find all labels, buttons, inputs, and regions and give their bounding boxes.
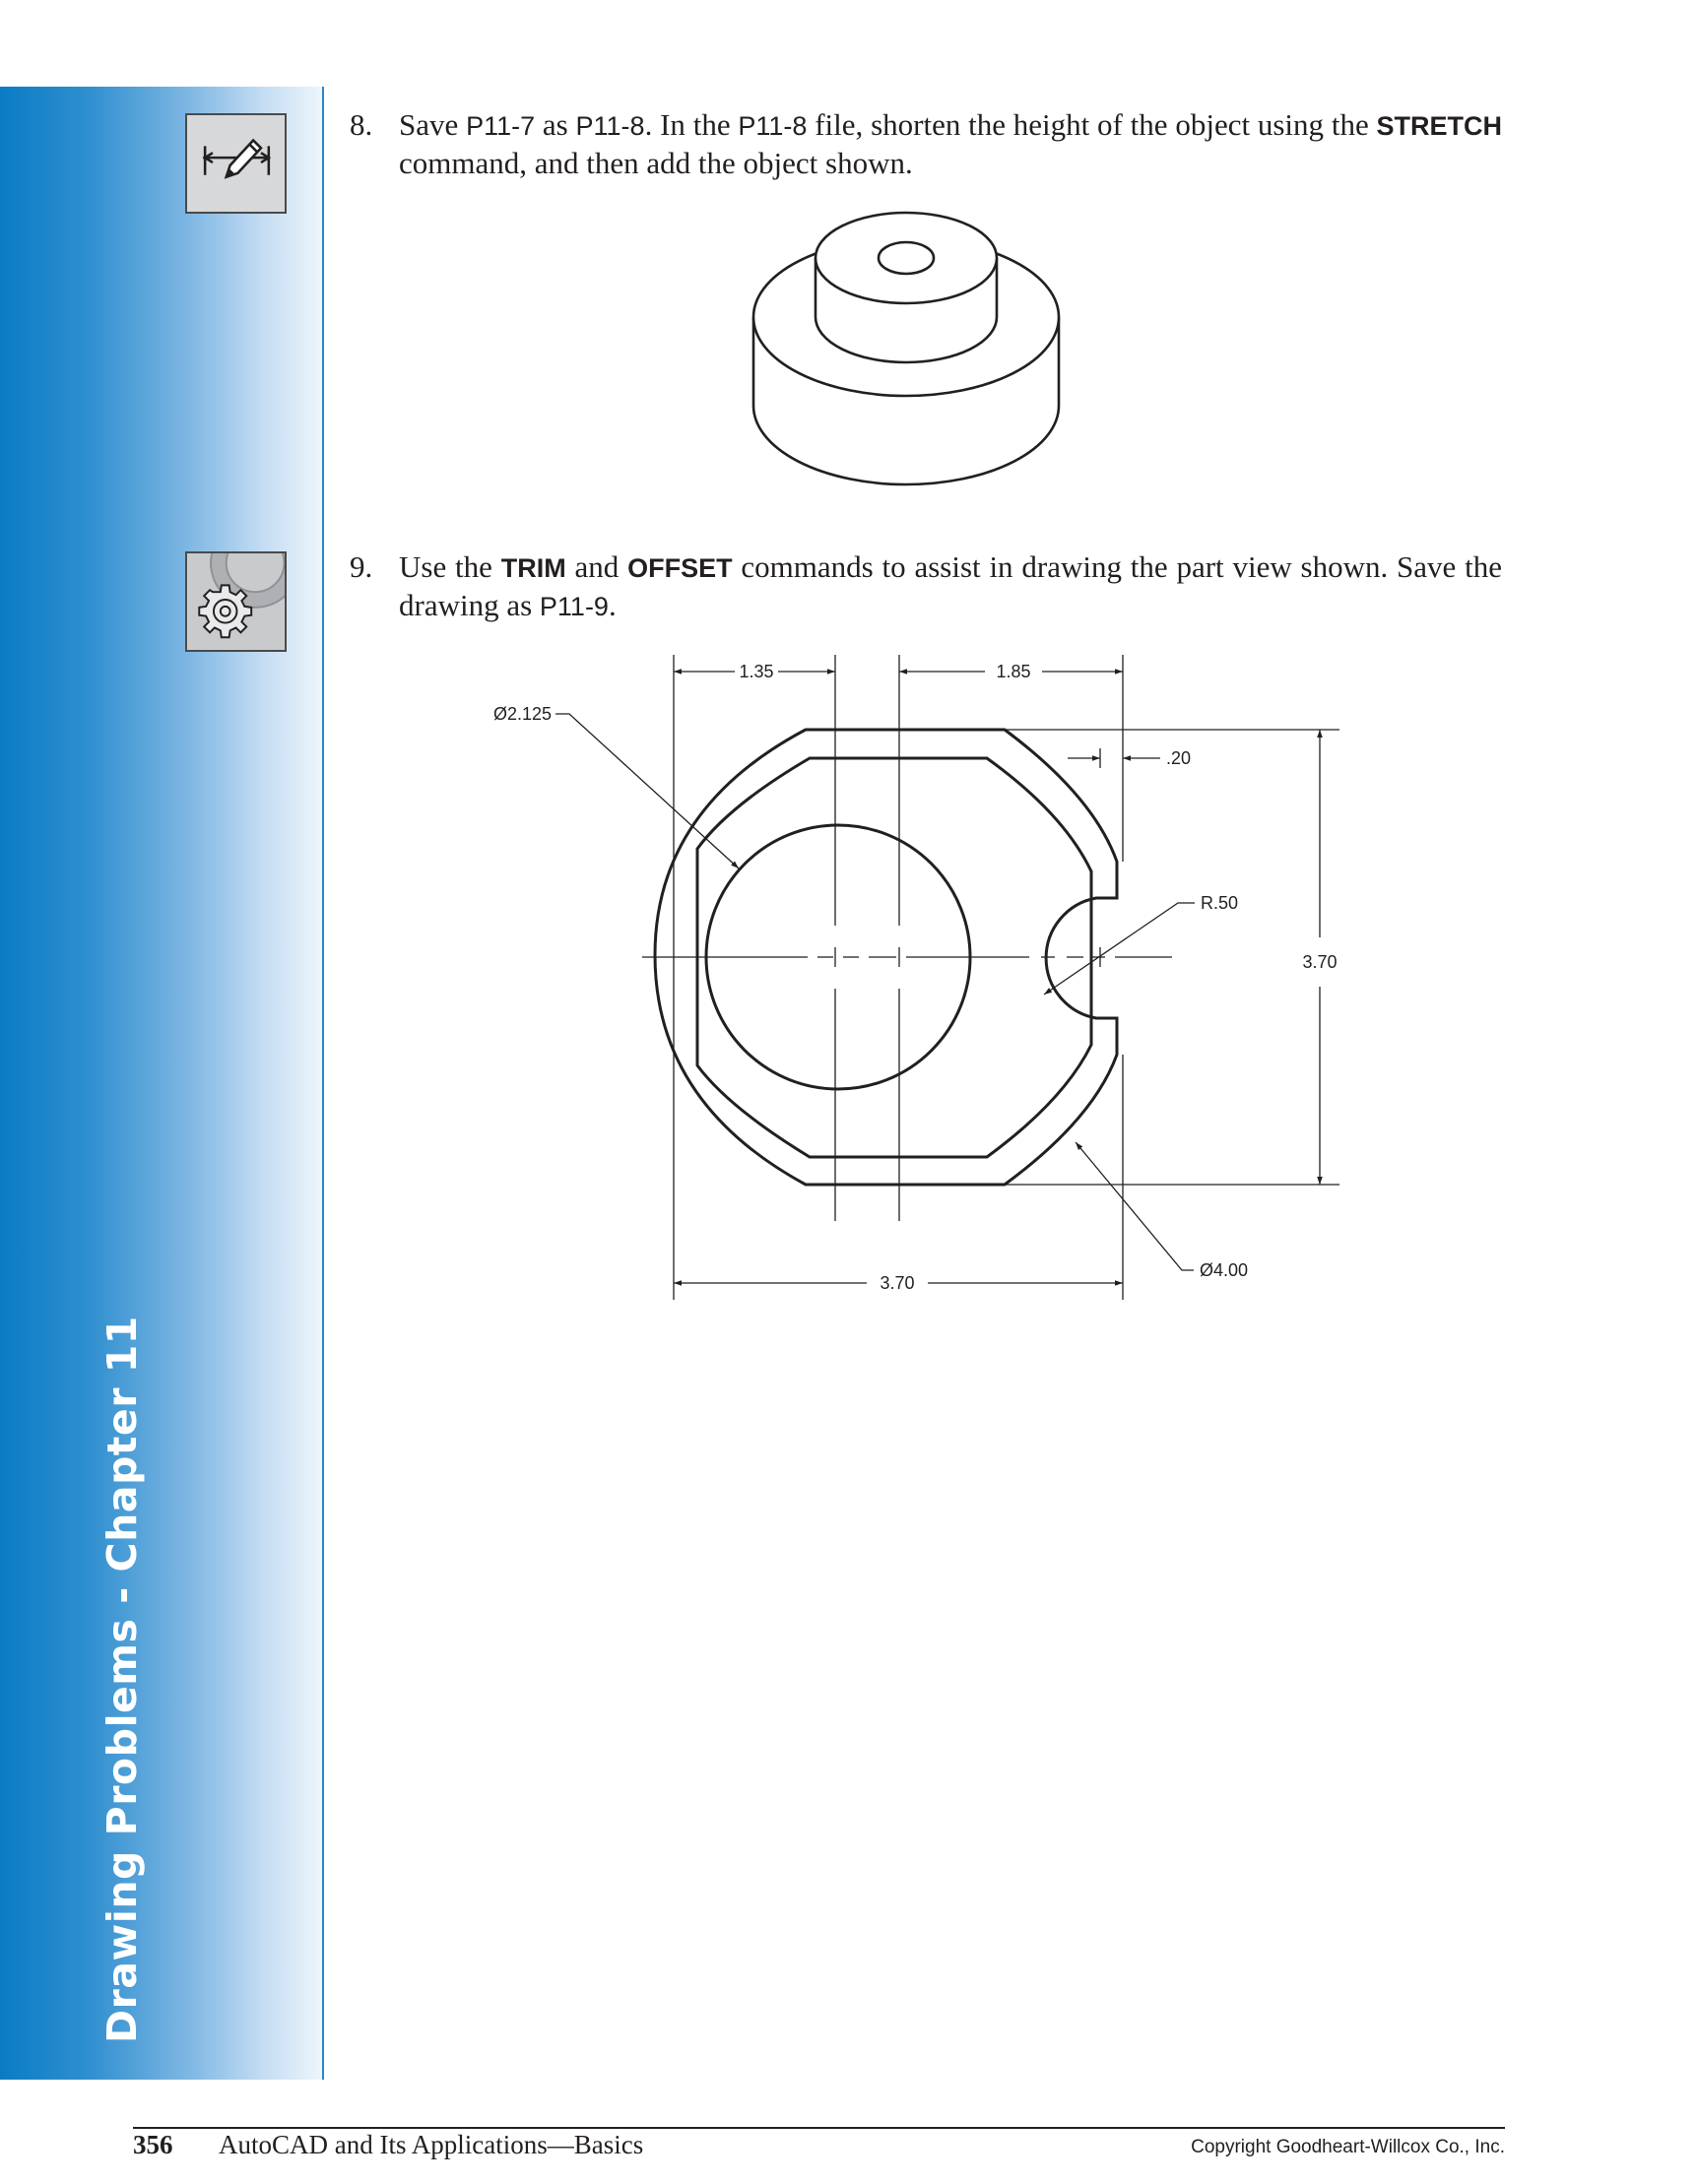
sidebar-title: Drawing Problems - Chapter 11 <box>98 1316 146 2043</box>
command-name: STRETCH <box>1376 111 1503 141</box>
problem-text: Use the TRIM and OFFSET commands to assist in drawing the part view shown. Save the drawing as P11-9. <box>399 549 1502 622</box>
file-name: P11-8 <box>575 111 645 141</box>
dimension-r-0.50: R.50 <box>1201 893 1239 913</box>
problem-number: 8. <box>350 107 373 142</box>
page-number: 356 <box>133 2130 173 2159</box>
book-title: AutoCAD and Its Applications—Basics <box>219 2130 644 2159</box>
dimension-3.70-vertical: 3.70 <box>1302 952 1338 972</box>
command-name: TRIM <box>500 553 566 583</box>
dimension-0.20: .20 <box>1166 748 1192 768</box>
chapter-sidebar <box>0 87 324 2080</box>
part-view-drawing <box>443 645 1379 1305</box>
problem-8 <box>350 106 1502 182</box>
copyright: Copyright Goodheart-Willcox Co., Inc. <box>1191 2137 1505 2157</box>
problem-number: 9. <box>350 549 373 584</box>
problem-9 <box>350 548 1502 625</box>
dimension-1.35: 1.35 <box>739 662 774 681</box>
command-name: OFFSET <box>627 553 733 583</box>
dimension-3.70-horizontal: 3.70 <box>880 1273 915 1293</box>
problem-text: Save P11-7 as P11-8. In the P11-8 file, shorten the height of the object using the STRETCH command, and then add the object shown. <box>399 107 1503 180</box>
stepped-cylinder-figure <box>729 202 1083 497</box>
file-name: P11-9 <box>539 592 609 621</box>
footer-rule <box>133 2127 1505 2129</box>
gears-icon <box>185 551 287 652</box>
dimension-dia-4.00: Ø4.00 <box>1200 1260 1249 1280</box>
file-name: P11-8 <box>738 111 808 141</box>
dimension-edit-icon <box>185 113 287 214</box>
dimension-dia-2.125: Ø2.125 <box>492 704 552 724</box>
file-name: P11-7 <box>466 111 536 141</box>
dimension-1.85: 1.85 <box>996 662 1031 681</box>
